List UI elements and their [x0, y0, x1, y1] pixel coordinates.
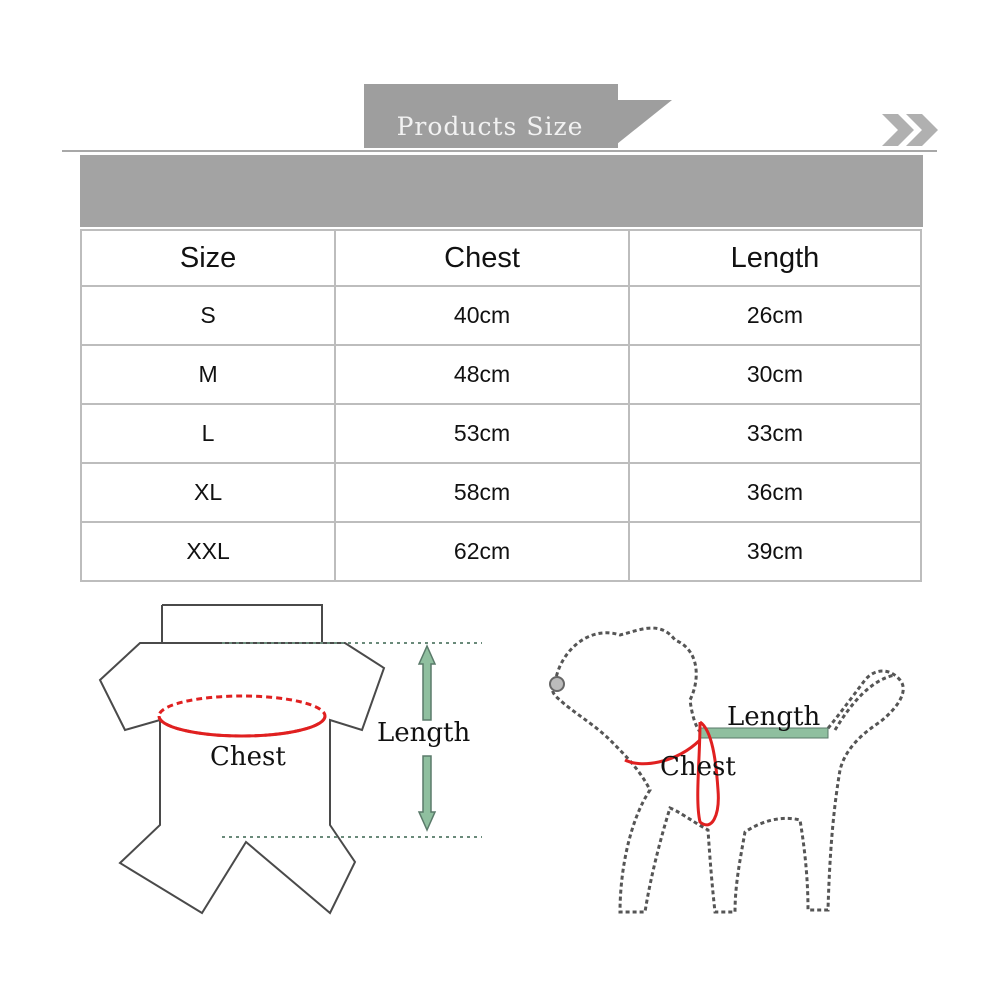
cell-length: 39cm	[629, 522, 921, 581]
double-chevron-right-icon	[880, 112, 944, 148]
cell-length: 30cm	[629, 345, 921, 404]
column-header-size: Size	[81, 230, 335, 286]
cell-chest: 62cm	[335, 522, 629, 581]
title-tab-slant	[612, 100, 672, 148]
table-row	[81, 404, 921, 463]
column-header-chest: Chest	[335, 230, 629, 286]
cell-length: 33cm	[629, 404, 921, 463]
cell-chest: 48cm	[335, 345, 629, 404]
header-rule	[62, 150, 937, 152]
table-row	[81, 286, 921, 345]
cell-length: 36cm	[629, 463, 921, 522]
garment-length-label: Length	[377, 718, 471, 748]
cell-chest: 53cm	[335, 404, 629, 463]
garment-chest-label: Chest	[210, 742, 286, 772]
measurement-diagrams	[0, 590, 1000, 990]
table-header-row	[81, 230, 921, 286]
cell-size: XL	[81, 463, 335, 522]
cell-chest: 40cm	[335, 286, 629, 345]
cell-length: 26cm	[629, 286, 921, 345]
cell-size: XXL	[81, 522, 335, 581]
dog-nose	[550, 677, 564, 691]
table-header-band	[80, 155, 923, 227]
page-title: Products Size	[396, 112, 584, 141]
size-table	[80, 229, 922, 582]
dog-chest-label: Chest	[660, 752, 736, 782]
cell-chest: 58cm	[335, 463, 629, 522]
dog-length-label: Length	[727, 702, 821, 732]
cell-size: S	[81, 286, 335, 345]
table-row	[81, 463, 921, 522]
column-header-length: Length	[629, 230, 921, 286]
garment-chest-marker	[159, 696, 325, 736]
table-row	[81, 522, 921, 581]
table-row	[81, 345, 921, 404]
cell-size: L	[81, 404, 335, 463]
cell-size: M	[81, 345, 335, 404]
